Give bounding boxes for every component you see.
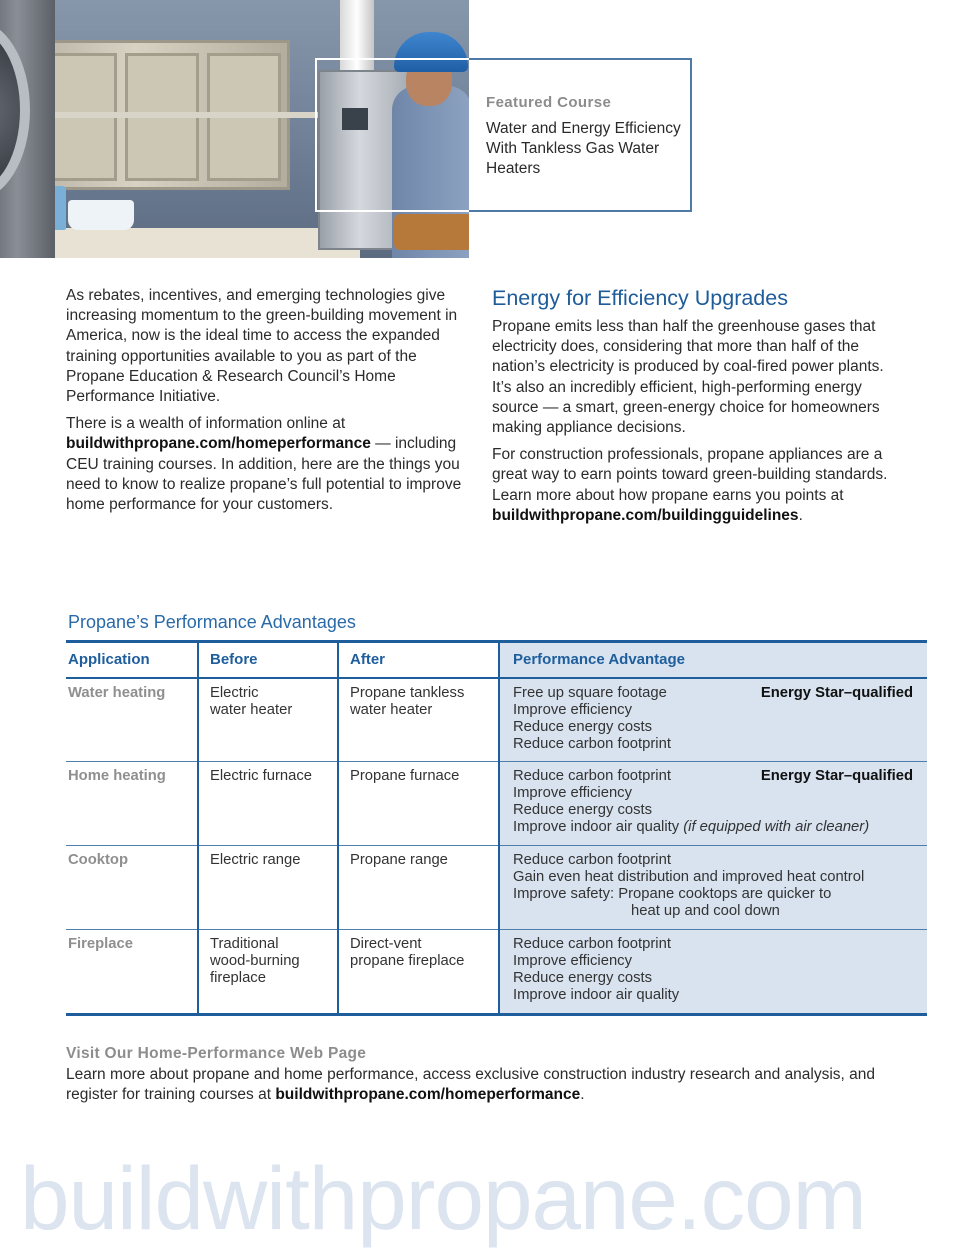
efficiency-paragraph-2-tail: . — [798, 506, 803, 524]
header-after: After — [338, 642, 499, 678]
intro-paragraph-1: As rebates, incentives, and emerging technologies give increasing momentum to the green-building movement in America, now is the ideal time to access the expanded training opportunities available to you as part of the Propane Education & Research Council’s Home Performance Initiative. — [66, 287, 458, 406]
header-application: Application — [66, 642, 198, 678]
visit-heading: Visit Our Home-Performance Web Page — [66, 1045, 367, 1062]
efficiency-paragraph-2-text: For construction professionals, propane appliances are a great way to earn points toward green-building standards. Learn more about how propane earns you points at — [492, 446, 888, 504]
after-line: Propane furnace — [350, 768, 460, 784]
advantage-line: Reduce energy costs — [513, 970, 653, 986]
intro-column — [66, 286, 471, 522]
advantage-line: Reduce carbon footprint — [513, 735, 671, 752]
visit-text — [66, 1065, 926, 1105]
cell-advantage — [499, 846, 927, 930]
buildingguidelines-link[interactable]: buildwithpropane.com/buildingguidelines — [492, 506, 799, 524]
featured-course-box — [469, 58, 692, 212]
table-row — [66, 846, 927, 930]
cell-after — [338, 762, 499, 846]
cell-application: Fireplace — [66, 930, 198, 1015]
advantage-line: Improve efficiency — [513, 701, 632, 718]
before-line: wood-burning — [210, 953, 300, 969]
advantage-line: Reduce energy costs — [513, 802, 653, 818]
after-line: Direct-vent — [350, 936, 422, 952]
before-line: fireplace — [210, 970, 266, 986]
cell-advantage — [499, 762, 927, 846]
cell-before — [198, 846, 338, 930]
energy-star-badge: Energy Star–qualified — [760, 768, 913, 784]
hero-photo — [0, 0, 469, 258]
advantage-line: Improve efficiency — [513, 953, 632, 969]
cell-advantage — [499, 930, 927, 1015]
cell-application: Home heating — [66, 762, 198, 846]
cell-application: Water heating — [68, 684, 166, 701]
table-title: Propane’s Performance Advantages — [68, 612, 356, 632]
before-line: Electric range — [210, 852, 301, 868]
advantage-line: Reduce carbon footprint — [513, 768, 671, 784]
after-line: water heater — [350, 701, 433, 718]
advantage-line: Improve efficiency — [513, 785, 632, 801]
advantage-note: (if equipped with air cleaner) — [683, 819, 870, 835]
performance-table — [66, 640, 927, 1016]
visit-homeperformance-link[interactable]: buildwithpropane.com/homeperformance — [275, 1086, 581, 1104]
homeperformance-link[interactable]: buildwithpropane.com/homeperformance — [66, 435, 371, 453]
featured-course-label: Featured Course — [486, 94, 612, 111]
efficiency-heading: Energy for Efficiency Upgrades — [492, 286, 788, 310]
before-line: Electric furnace — [210, 768, 312, 784]
advantage-line: Improve safety: Propane cooktops are quicker to — [513, 886, 832, 902]
after-line: propane fireplace — [350, 953, 465, 969]
visit-text-tail: . — [580, 1086, 585, 1104]
advantage-line: Gain even heat distribution and improved heat control — [513, 869, 865, 885]
photo-basket — [68, 200, 134, 230]
visit-section — [66, 1044, 926, 1106]
photo-shelf — [20, 112, 350, 118]
table-row — [66, 930, 927, 1015]
before-line: Electric — [210, 684, 259, 701]
cell-before — [198, 762, 338, 846]
advantage-line: Reduce carbon footprint — [513, 852, 671, 868]
advantage-line: Improve indoor air quality — [513, 987, 680, 1003]
after-line: Propane range — [350, 852, 448, 868]
featured-course-title: Water and Energy Efficiency With Tankless Gas Water Heaters — [486, 120, 681, 177]
advantage-line — [513, 819, 927, 836]
photo-frame — [315, 58, 469, 212]
footer-wordmark: buildwithpropane.com — [20, 1148, 866, 1248]
intro-paragraph-2 — [66, 414, 471, 515]
table-header-row — [66, 642, 927, 678]
intro-paragraph-2-text: There is a wealth of information online at — [66, 415, 346, 433]
cell-before — [198, 678, 338, 762]
advantage-line-text: Improve indoor air quality — [513, 819, 684, 835]
photo-washer — [0, 0, 55, 258]
before-line: water heater — [210, 701, 293, 718]
advantage-line: Free up square footage — [513, 684, 667, 701]
table-row — [66, 762, 927, 846]
efficiency-column — [492, 286, 902, 533]
table-row — [66, 678, 927, 762]
cell-advantage — [499, 678, 927, 762]
intro-paragraph-2-tail: — including CEU training courses. In addition, here are the things you need to know to realize propane’s full potential to improve home performance for your customers. — [66, 435, 462, 514]
cell-after — [338, 930, 499, 1015]
efficiency-paragraph-2 — [492, 445, 902, 526]
visit-text-body: Learn more about propane and home performance, access exclusive construction industry research and analysis, and register for training courses at — [66, 1066, 876, 1104]
header-performance-advantage: Performance Advantage — [499, 642, 927, 678]
cell-before — [198, 930, 338, 1015]
efficiency-paragraph-1: Propane emits less than half the greenhouse gases that electricity does, considering that more than half of the nation’s electricity is produced by coal-fired power plants. It’s also an incredibly efficient, high-performing energy source — a smart, green-energy choice for homeowners making appliance decisions. — [492, 318, 884, 437]
energy-star-badge: Energy Star–qualified — [760, 684, 913, 701]
advantage-line: heat up and cool down — [631, 903, 780, 919]
cell-application: Cooktop — [66, 846, 198, 930]
cell-after — [338, 846, 499, 930]
advantage-line: Reduce carbon footprint — [513, 936, 671, 952]
advantage-line: Reduce energy costs — [513, 718, 653, 735]
cell-after — [338, 678, 499, 762]
header-before: Before — [198, 642, 338, 678]
after-line: Propane tankless — [350, 684, 465, 701]
before-line: Traditional — [210, 936, 279, 952]
